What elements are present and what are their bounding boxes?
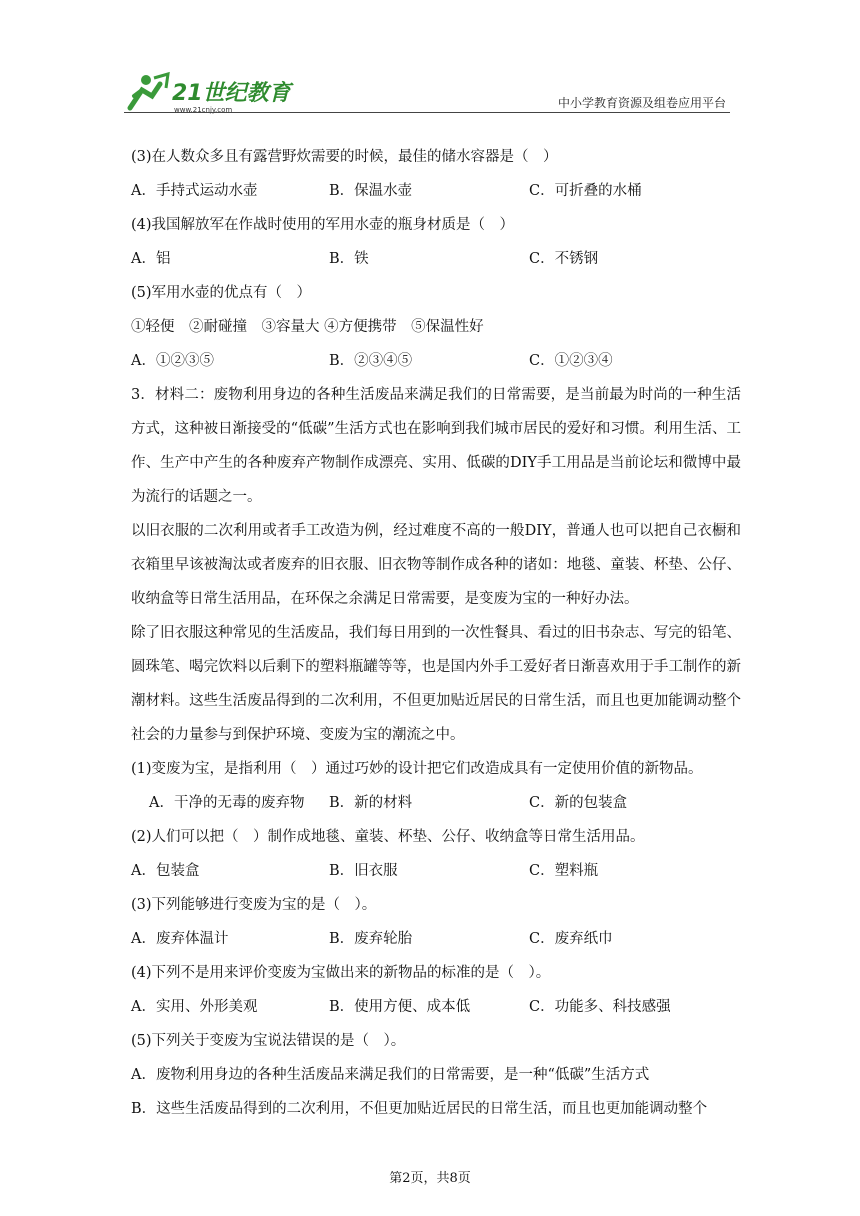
page-header	[124, 66, 730, 116]
option-c: C．①②③④	[529, 353, 613, 369]
options-row	[131, 344, 741, 378]
option-a: A．废物利用身边的各种生活废品来满足我们的日常需要，是一种“低碳”生活方式	[131, 1067, 650, 1083]
option-b: B．②③④⑤	[329, 353, 413, 369]
material-paragraph-1: 3．材料二：废物利用身边的各种生活废品来满足我们的日常需要，是当前最为时尚的一种生活方式，这种被日渐接受的“低碳”生活方式也在影响到我们城市居民的爱好和习惯。利用生活、工作、生产中产生的各种废弃产物制作成漂亮、实用、低碳的DIY手工用品是当前论坛和微博中最为流行的话题之一。	[131, 387, 741, 505]
option-a: A．手持式运动水壶	[131, 183, 258, 199]
options-row	[131, 922, 741, 956]
options-row	[131, 174, 741, 208]
options-row	[131, 242, 741, 276]
material-paragraph-3: 除了旧衣服这种常见的生活废品，我们每日用到的一次性餐具、看过的旧书杂志、写完的铅笔、圆珠笔、喝完饮料以后剩下的塑料瓶罐等等，也是国内外手工爱好者日渐喜欢用于手工制作的新潮材料。这些生活废品得到的二次利用，不但更加贴近居民的日常生活，而且也更加能调动整个社会的力量参与到保护环境、变废为宝的潮流之中。	[131, 625, 741, 743]
question-stem: (5)军用水壶的优点有（ ）	[131, 285, 312, 301]
option-a: A．铝	[131, 251, 171, 267]
options-row	[131, 854, 741, 888]
option-b: B．铁	[329, 251, 369, 267]
question-stem: (4)下列不是用来评价变废为宝做出来的新物品的标准的是（ ）。	[131, 965, 551, 981]
option-b: B．废弃轮胎	[329, 931, 413, 947]
options-row	[131, 990, 741, 1024]
option-c: C．塑料瓶	[529, 863, 599, 879]
page-number: 第2页，共8页	[389, 1171, 471, 1186]
option-c: C．功能多、科技感强	[529, 999, 671, 1015]
question-stem: (2)人们可以把（ ）制作成地毯、童装、杯垫、公仔、收纳盒等日常生活用品。	[131, 829, 645, 845]
21cnjy-logo	[124, 70, 294, 114]
option-b: B．保温水壶	[329, 183, 413, 199]
platform-name: 中小学教育资源及组卷应用平台	[557, 96, 726, 110]
option-c: C．不锈钢	[529, 251, 599, 267]
option-a: A．①②③⑤	[131, 353, 214, 369]
option-a: A．包装盒	[131, 863, 200, 879]
option-a: A．废弃体温计	[131, 931, 229, 947]
question-stem: (1)变废为宝，是指利用（ ）通过巧妙的设计把它们改造成具有一定使用价值的新物品。	[131, 761, 703, 777]
logo-text: 21世纪教育	[172, 81, 291, 106]
question-stem: (4)我国解放军在作战时使用的军用水壶的瓶身材质是（ ）	[131, 217, 515, 233]
option-a: A．干净的无毒的废弃物	[149, 795, 305, 811]
option-c: C．新的包装盒	[529, 795, 628, 811]
logo-url: www.21cnjy.com	[174, 106, 233, 114]
choice-items: ①轻便 ②耐碰撞 ③容量大 ④方便携带 ⑤保温性好	[131, 319, 484, 335]
question-stem: (5)下列关于变废为宝说法错误的是（ ）。	[131, 1033, 406, 1049]
option-b: B．旧衣服	[329, 863, 398, 879]
options-row	[131, 786, 741, 820]
question-stem: (3)下列能够进行变废为宝的是（ ）。	[131, 897, 377, 913]
option-b: B．新的材料	[329, 795, 413, 811]
option-b: B．使用方便、成本低	[329, 999, 471, 1015]
option-a: A．实用、外形美观	[131, 999, 258, 1015]
question-content	[131, 140, 741, 1126]
header-divider	[124, 112, 730, 113]
material-paragraph-2: 以旧衣服的二次利用或者手工改造为例，经过难度不高的一般DIY，普通人也可以把自己衣橱和衣箱里早该被淘汰或者废弃的旧衣服、旧衣物等制作成各种的诸如：地毯、童装、杯垫、公仔、收纳盒等日常生活用品，在环保之余满足日常需要，是变废为宝的一种好办法。	[131, 523, 741, 607]
option-c: C．废弃纸巾	[529, 931, 613, 947]
option-b: B．这些生活废品得到的二次利用，不但更加贴近居民的日常生活，而且也更加能调动整个	[131, 1101, 708, 1117]
option-c: C．可折叠的水桶	[529, 183, 642, 199]
question-stem: (3)在人数众多且有露营野炊需要的时候，最佳的储水容器是（ ）	[131, 149, 558, 165]
